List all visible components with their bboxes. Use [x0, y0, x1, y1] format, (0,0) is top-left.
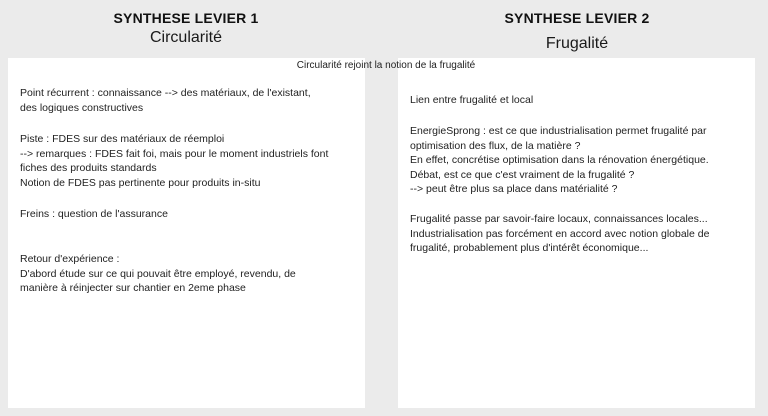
note-recurring-point[interactable] [20, 86, 311, 115]
lever-1-subtitle: Circularité [149, 29, 222, 46]
note-line: Industrialisation pas forcément en accord avec notion globale de [410, 227, 710, 240]
note-line: optimisation des flux, de la matière ? [410, 139, 581, 152]
note-brakes[interactable] [20, 207, 168, 222]
lever-1-title: SYNTHESE LEVIER 1 [113, 10, 259, 26]
note-line: Notion de FDES pas pertinente pour produits in-situ [20, 176, 261, 189]
lever-1-header [96, 10, 276, 47]
note-line: Débat, est ce que c'est vraiment de la frugalité ? [410, 168, 635, 181]
note-line: EnergieSprong : est ce que industrialisation permet frugalité par [410, 125, 707, 137]
note-line: Piste : FDES sur des matériaux de réemploi [20, 133, 225, 145]
lever-2-title: SYNTHESE LEVIER 2 [504, 10, 650, 26]
note-link-frugality-local[interactable] [410, 93, 533, 108]
note-line: manière à réinjecter sur chantier en 2eme phase [20, 282, 246, 295]
note-line: Frugalité passe par savoir-faire locaux, connaissances locales... [410, 213, 708, 225]
bridge-note[interactable]: Circularité rejoint la notion de la frugalité [296, 60, 476, 71]
note-line: --> peut être plus sa place dans matérialité ? [410, 183, 618, 196]
note-feedback[interactable] [20, 252, 296, 296]
note-local-know-how[interactable] [410, 212, 709, 256]
note-line: des logiques constructives [20, 101, 144, 114]
note-fdes-track[interactable] [20, 132, 328, 190]
note-line: Point récurrent : connaissance --> des matériaux, de l'existant, [20, 87, 311, 99]
note-line: Lien entre frugalité et local [410, 94, 534, 106]
note-line: En effet, concrétise optimisation dans la rénovation énergétique. [410, 154, 709, 167]
note-line: fiches des produits standards [20, 162, 157, 175]
note-line: D'abord étude sur ce qui pouvait être employé, revendu, de [20, 267, 296, 280]
note-line: Freins : question de l'assurance [20, 208, 168, 220]
note-line: --> remarques : FDES fait foi, mais pour le moment industriels font [20, 147, 329, 160]
note-line: Retour d'expérience : [20, 253, 120, 265]
lever-2-subtitle: Frugalité [545, 35, 609, 52]
note-energiesprong[interactable] [410, 124, 709, 197]
lever-2-header [487, 10, 667, 53]
note-line: frugalité, probablement plus d'intérêt économique... [410, 242, 649, 255]
